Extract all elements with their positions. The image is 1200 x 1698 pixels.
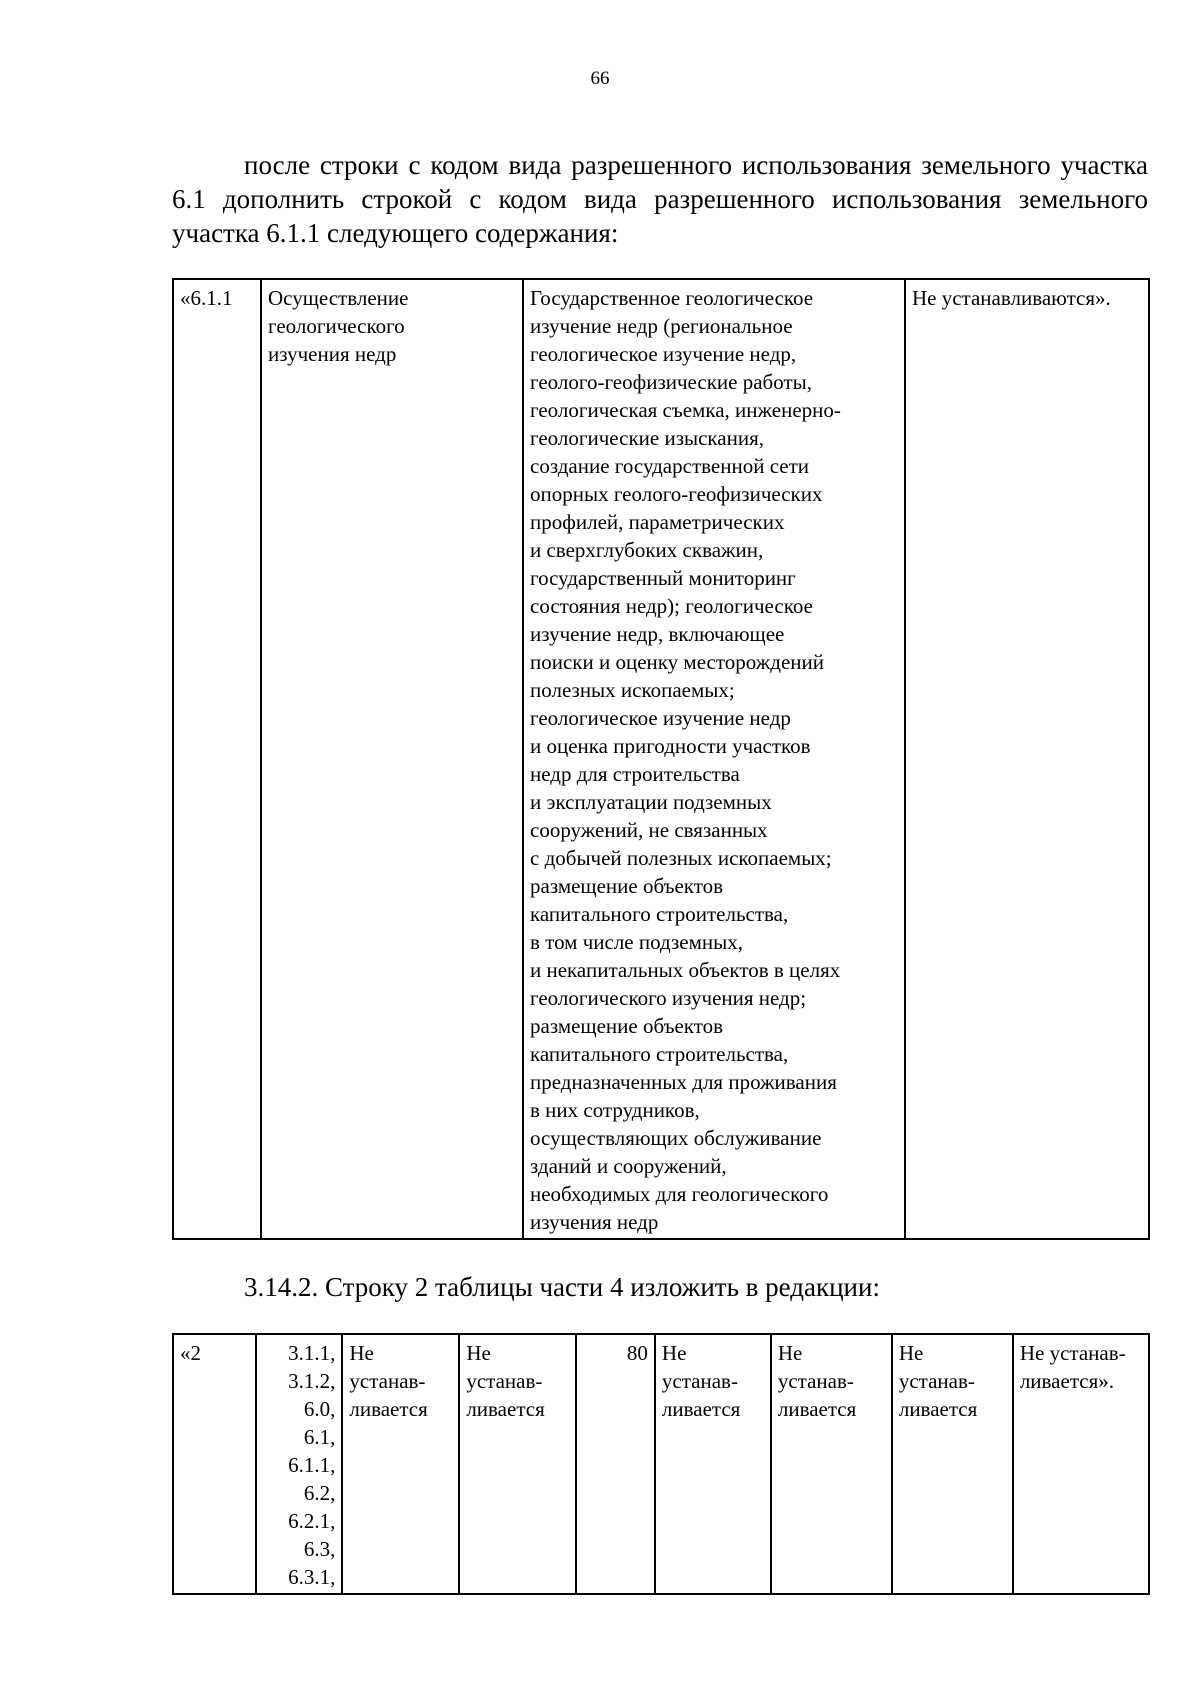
amendment-paragraph: 3.14.2. Строку 2 таблицы части 4 изложить в редакции: [244, 1272, 880, 1302]
param-cell-1: Не устанав- ливается [342, 1334, 459, 1594]
parameters-table [172, 1333, 1150, 1595]
table-row [173, 1334, 1149, 1594]
row-number-cell: «2 [173, 1334, 256, 1594]
use-name-cell: Осуществление геологического изучения недр [261, 279, 523, 1239]
param-cell-7: Не устанав- ливается». [1013, 1334, 1149, 1594]
use-codes-cell: 3.1.1, 3.1.2, 6.0, 6.1, 6.1.1, 6.2, 6.2.1, 6.3, 6.3.1, [256, 1334, 343, 1594]
param-cell-2: Не устанав- ливается [459, 1334, 576, 1594]
use-code-cell: «6.1.1 [173, 279, 261, 1239]
param-cell-5: Не устанав- ливается [771, 1334, 892, 1594]
page-number: 66 [590, 68, 610, 89]
param-cell-6: Не устанав- ливается [892, 1334, 1013, 1594]
use-description-cell: Государственное геологическое изучение недр (региональное геологическое изучение недр, геолого-геофизические работы, геологическая съемка, инженерно- геологические изыскания, создание государственной сети опорных геолого-геофизических профилей, параметрических и сверхглубоких скважин, государственный мониторинг состояния недр); геологическое изучение недр, включающее поиски и оценку месторождений полезных ископаемых; геологическое изучение недр и оценка пригодности участков недр для строительства и эксплуатации подземных сооружений, не связанных с добычей полезных ископаемых; размещение объектов капитального строительства, в том числе подземных, и некапитальных объектов в целях геологического изучения недр; размещение объектов капитального строительства, предназначенных для проживания в них сотрудников, осуществляющих обслуживание зданий и сооружений, необходимых для геологического изучения недр [523, 279, 905, 1239]
land-use-table [172, 278, 1150, 1240]
param-cell-3: 80 [576, 1334, 655, 1594]
use-limits-cell: Не устанавливаются». [905, 279, 1149, 1239]
intro-paragraph: после строки с кодом вида разрешенного использования земельного участка 6.1 дополнить строкой с кодом вида разрешенного использования земельного участка 6.1.1 следующего содержания: [172, 150, 1148, 248]
table-row [173, 279, 1149, 1239]
param-cell-4: Не устанав- ливается [655, 1334, 771, 1594]
